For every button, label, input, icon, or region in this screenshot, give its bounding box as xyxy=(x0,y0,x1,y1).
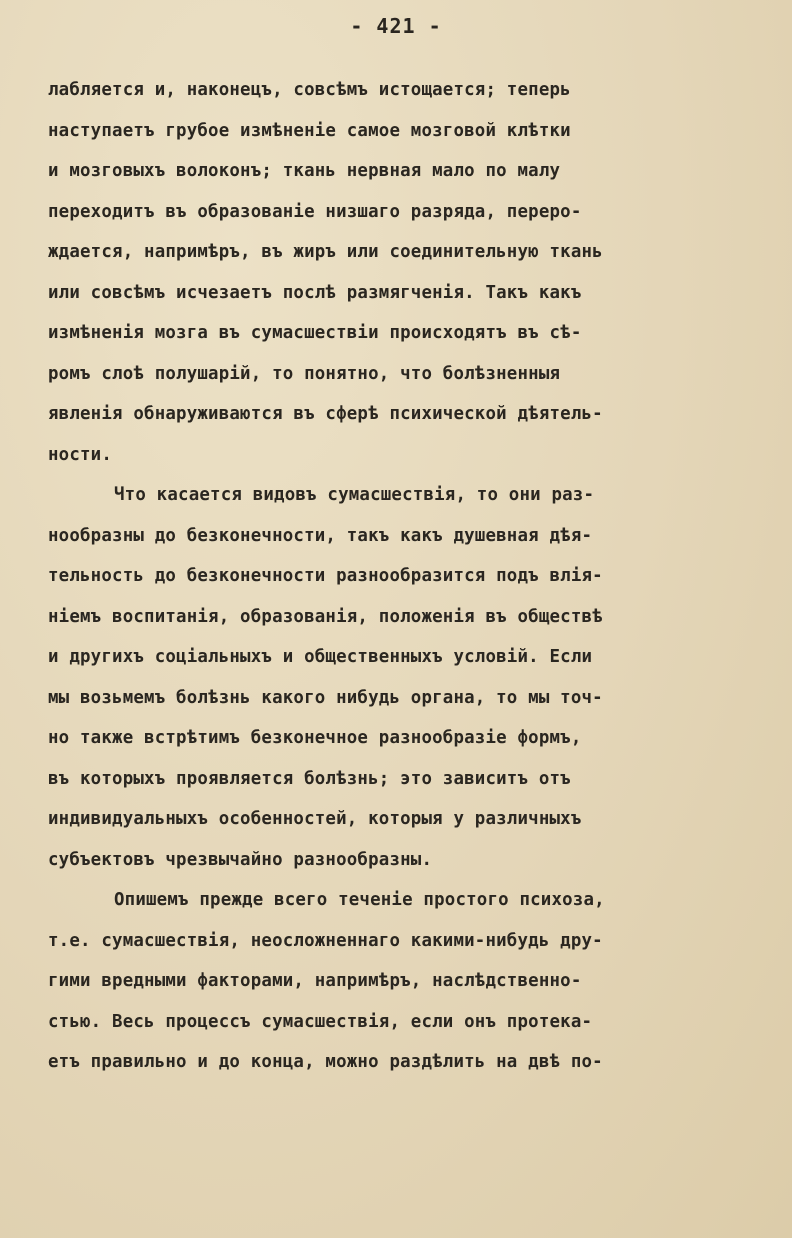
text-line: лабляется и, наконецъ, совсѣмъ истощается; теперь xyxy=(48,80,571,100)
text-line: мы возьмемъ болѣзнь какого нибудь органа, то мы точ- xyxy=(48,687,603,708)
text-line: наступаетъ грубое измѣненіе самое мозговой клѣтки xyxy=(48,120,571,141)
text-line: Что касается видовъ сумасшествія, то они раз- xyxy=(114,485,595,505)
body-text xyxy=(48,70,748,1083)
page-number: - 421 - xyxy=(350,14,442,38)
paragraph-3 xyxy=(48,880,748,1083)
paragraph-1 xyxy=(48,70,748,475)
paragraph-2 xyxy=(48,475,748,880)
text-line: ждается, напримѣръ, въ жиръ или соединительную ткань xyxy=(48,242,603,262)
text-line: явленія обнаруживаются въ сферѣ психической дѣятель- xyxy=(48,404,603,424)
text-line: ромъ слоѣ полушарій, то понятно, что болѣзненныя xyxy=(48,363,561,384)
text-line: въ которыхъ проявляется болѣзнь; это зависитъ отъ xyxy=(48,768,571,789)
text-line: субъектовъ чрезвычайно разнообразны. xyxy=(48,849,433,870)
text-line: или совсѣмъ исчезаетъ послѣ размягченія. Такъ какъ xyxy=(48,282,582,303)
text-line: стью. Весь процессъ сумасшествія, если онъ протека- xyxy=(48,1011,593,1032)
text-line: и другихъ соціальныхъ и общественныхъ условій. Если xyxy=(48,647,593,667)
text-line: нообразны до безконечности, такъ какъ душевная дѣя- xyxy=(48,525,593,546)
text-line: индивидуальныхъ особенностей, которыя у различныхъ xyxy=(48,809,582,829)
text-line: тельность до безконечности разнообразится подъ влія- xyxy=(48,566,603,586)
text-line: ности. xyxy=(48,444,113,465)
text-line: переходитъ въ образованіе низшаго разряда, переро- xyxy=(48,201,582,222)
text-line: ніемъ воспитанія, образованія, положенія въ обществѣ xyxy=(48,606,603,627)
text-line: гими вредными факторами, напримѣръ, наслѣдственно- xyxy=(48,971,582,991)
text-line: Опишемъ прежде всего теченіе простого психоза, xyxy=(114,890,605,910)
text-line: и мозговыхъ волоконъ; ткань нервная мало по малу xyxy=(48,161,561,181)
text-line: но также встрѣтимъ безконечное разнообразіе формъ, xyxy=(48,728,582,748)
text-line: измѣненія мозга въ сумасшествіи происходятъ въ сѣ- xyxy=(48,323,582,343)
text-line: етъ правильно и до конца, можно раздѣлить на двѣ по- xyxy=(48,1052,603,1072)
text-line: т.е. сумасшествія, неосложненнаго какими-нибудь дру- xyxy=(48,930,603,951)
